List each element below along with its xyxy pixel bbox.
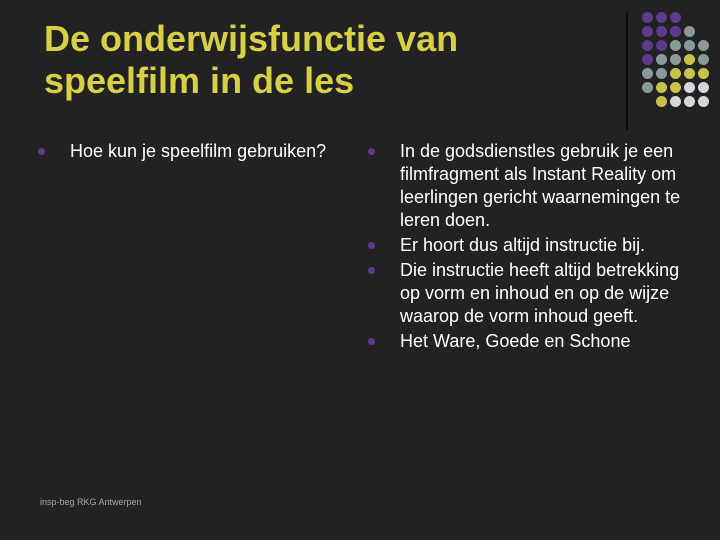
bullet-text: Hoe kun je speelfilm gebruiken? xyxy=(70,141,327,161)
bullet-item xyxy=(368,330,703,353)
decor-dot xyxy=(670,96,681,107)
bullet-text: Het Ware, Goede en Schone xyxy=(400,331,631,351)
footer-text: insp-beg RKG Antwerpen xyxy=(40,497,142,507)
decor-dot xyxy=(670,68,681,79)
decor-dot xyxy=(656,82,667,93)
title-divider xyxy=(626,12,628,130)
bullet-item xyxy=(38,140,338,163)
title-line-1: De onderwijsfunctie van xyxy=(44,18,459,59)
decor-dot xyxy=(642,26,653,37)
decor-dot xyxy=(642,82,653,93)
decor-dot xyxy=(670,82,681,93)
bullet-dot xyxy=(38,148,45,155)
bullet-text: In de godsdienstles gebruik je een filmfragment als Instant Reality om leerlingen gericht waarnemingen te leren doen. xyxy=(400,141,681,230)
decor-dot xyxy=(698,54,709,65)
decor-dot xyxy=(642,54,653,65)
decor-dot xyxy=(656,40,667,51)
decor-dot xyxy=(698,40,709,51)
bullet-text: Er hoort dus altijd instructie bij. xyxy=(400,235,646,255)
decor-dot xyxy=(670,40,681,51)
decor-dot xyxy=(656,26,667,37)
decor-dot xyxy=(684,96,695,107)
decor-dot xyxy=(684,54,695,65)
bullet-dot xyxy=(368,148,375,155)
slide-title xyxy=(44,18,604,102)
right-bullet-list xyxy=(368,140,703,353)
decor-dot xyxy=(642,12,653,23)
decor-dot xyxy=(670,26,681,37)
decor-dot xyxy=(698,68,709,79)
title-line-2: speelfilm in de les xyxy=(44,60,355,101)
bullet-item xyxy=(368,234,703,257)
bullet-text: Die instructie heeft altijd betrekking op vorm en inhoud en op de wijze waarop de vorm inhoud geeft. xyxy=(400,260,680,326)
decor-dot xyxy=(670,54,681,65)
decor-dot xyxy=(698,82,709,93)
bullet-dot xyxy=(368,242,375,249)
decor-dot xyxy=(656,54,667,65)
bullet-item xyxy=(368,140,703,232)
decor-dot xyxy=(684,40,695,51)
decor-dot xyxy=(684,26,695,37)
bullet-item xyxy=(368,259,703,328)
decor-dot xyxy=(642,68,653,79)
decor-dot xyxy=(656,96,667,107)
bullet-dot xyxy=(368,267,375,274)
decor-dot xyxy=(698,96,709,107)
left-bullet-list xyxy=(38,140,338,163)
decor-dot xyxy=(670,12,681,23)
bullet-dot xyxy=(368,338,375,345)
decor-dot xyxy=(642,40,653,51)
decor-dot xyxy=(656,68,667,79)
decor-dot xyxy=(656,12,667,23)
dot-grid-decoration xyxy=(642,12,712,120)
decor-dot xyxy=(684,68,695,79)
decor-dot xyxy=(684,82,695,93)
